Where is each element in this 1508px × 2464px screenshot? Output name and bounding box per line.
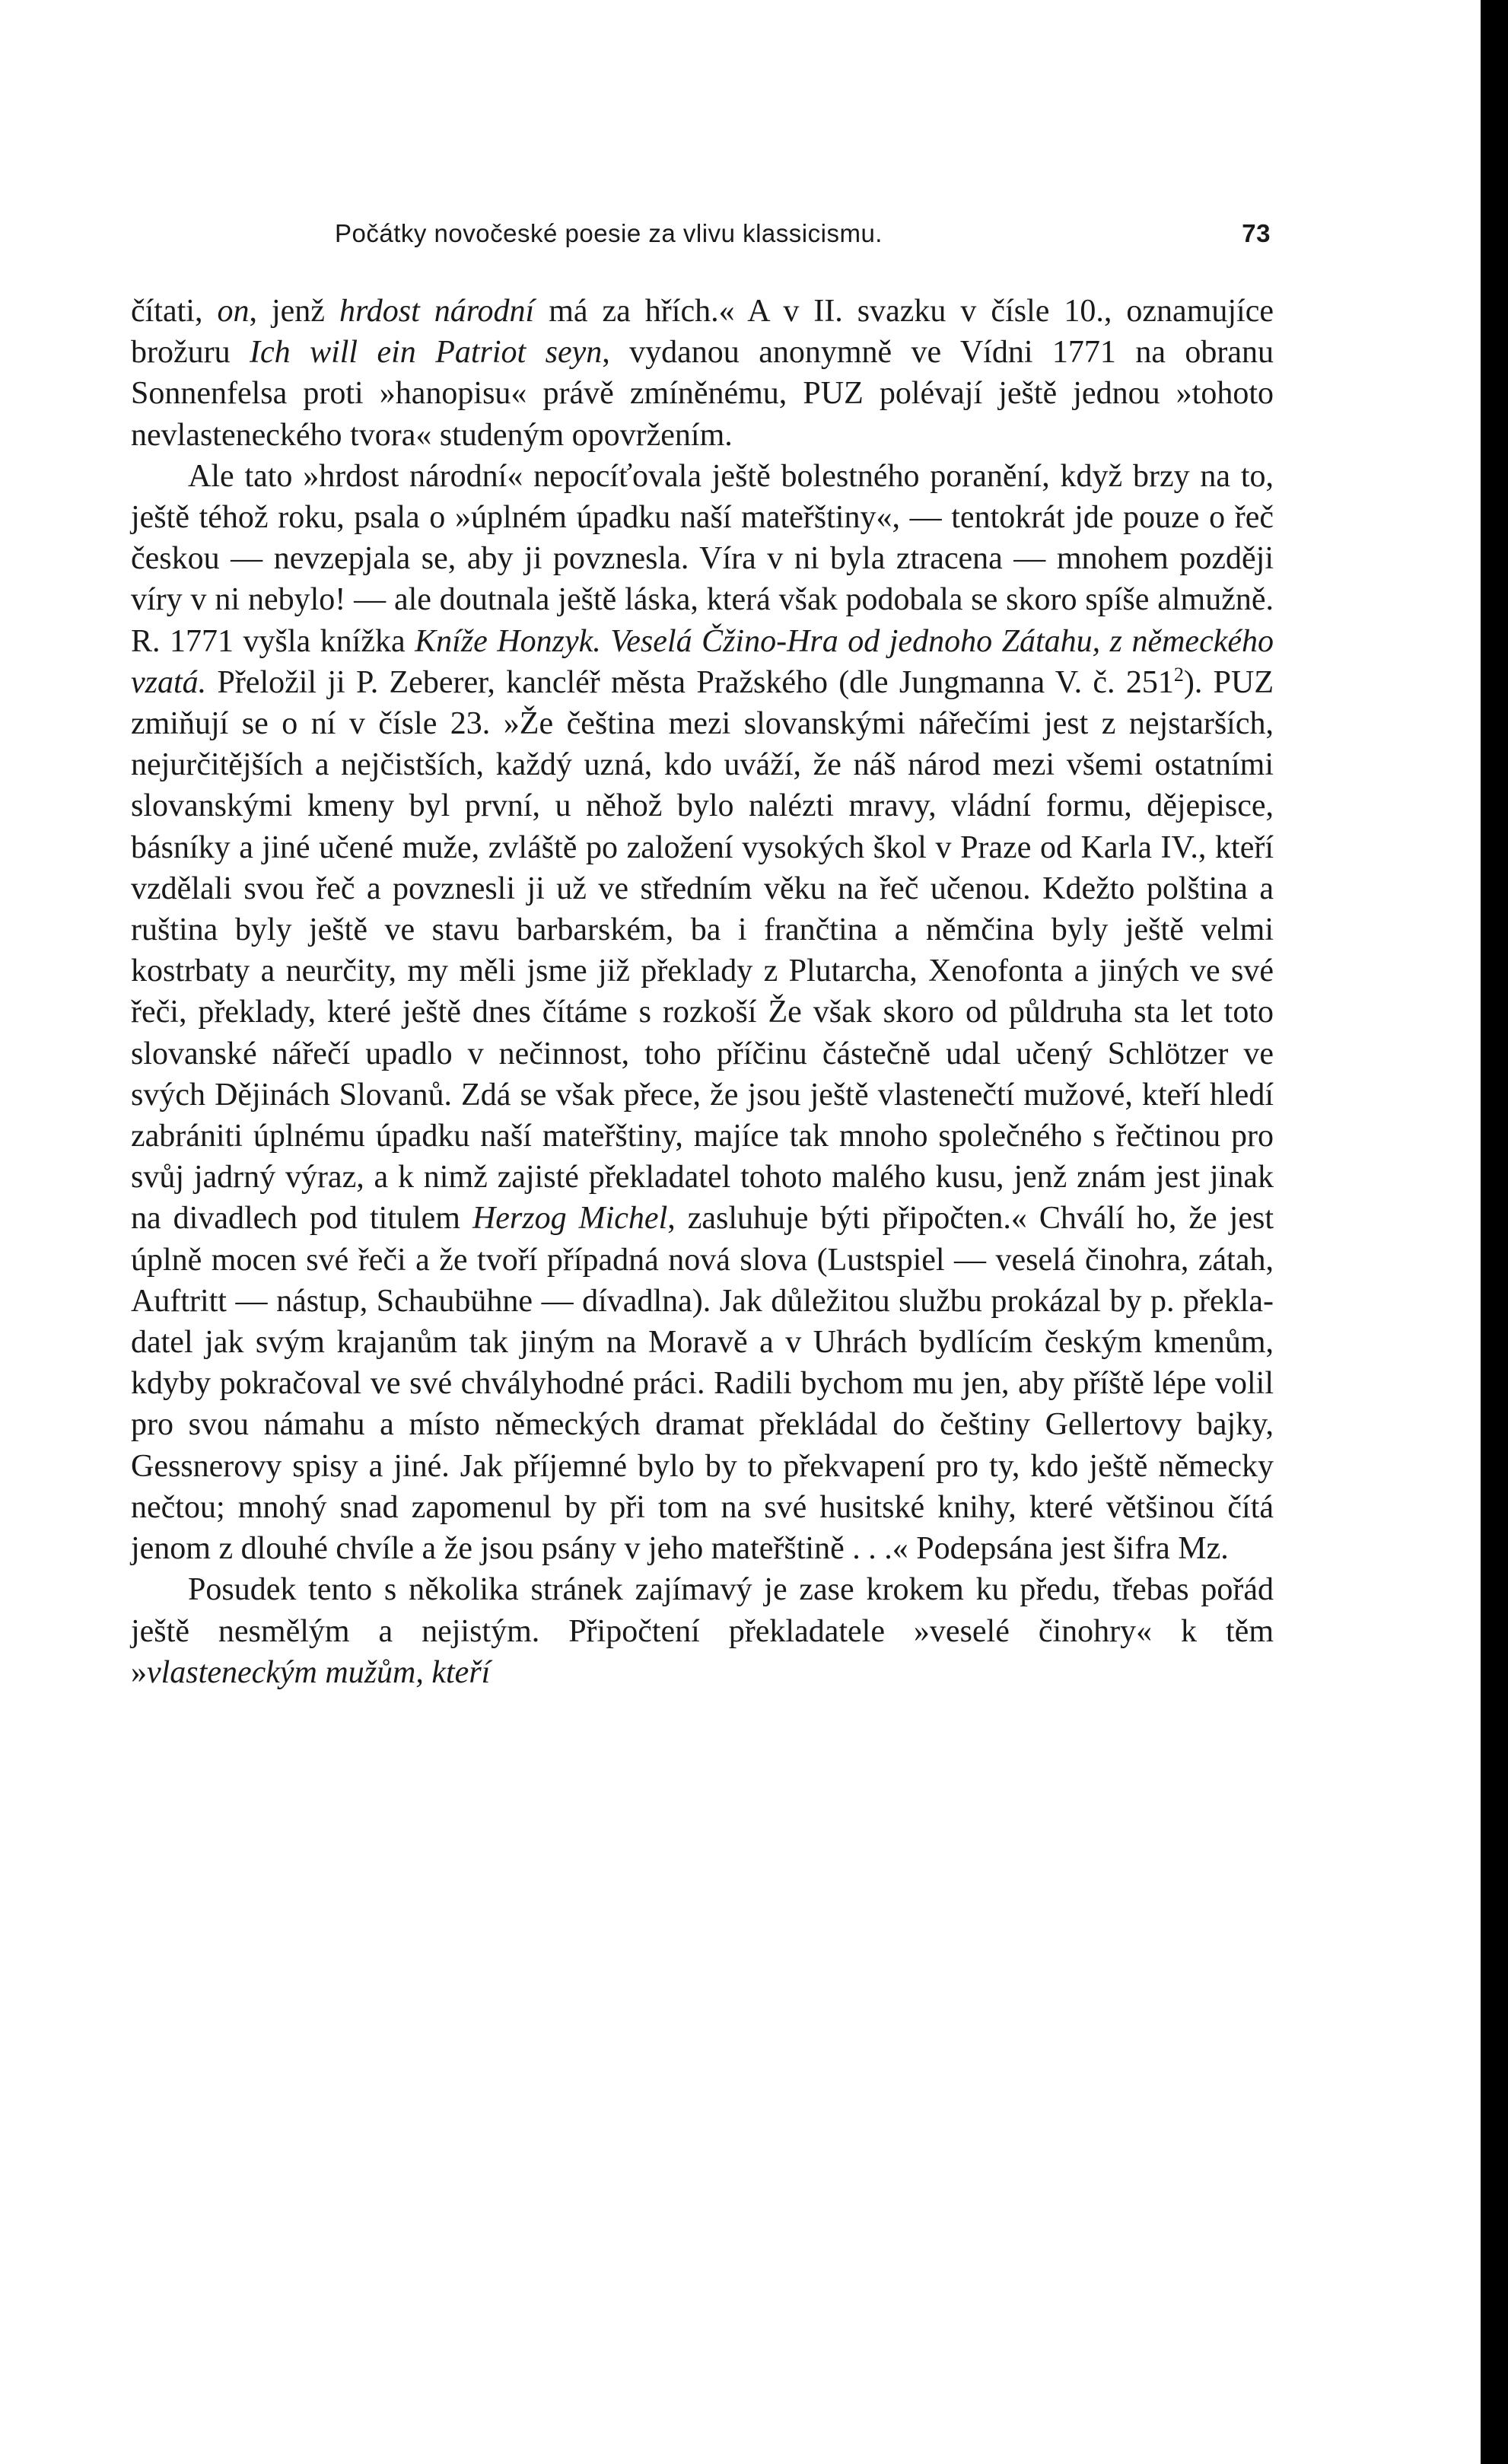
text-run: Posudek tento s několika stránek zajímavý je zase krokem ku předu, třebas pořád ještě nesmělým a nejistým. Připočtení překladatele »veselé činohry« k těm » [131,1572,1274,1690]
text-run: , zasluhuje býti připočten.« Chválí ho, že jest úplně mocen své řeči a že tvoří případná nová slova (Lustspiel — veselá činohra, zátah, Auftritt — nástup, Schaubühne — dívadlna). Jak důležitou službu prokázal by p. překladatel jak svým krajanům tak jiným na Moravě a v Uhrách bydlícím českým kmenům, kdyby pokračoval ve své chvályhodné práci. Radili bychom mu jen, aby příště lépe volil pro svou námahu a místo německých dramat překládal do češtiny Gellertovy bajky, Gessnerovy spisy a jiné. Jak příjemné bylo by to překvapení pro ty, kdo ještě německy nečtou; mnohý snad zapomenul by při tom na své husitské knihy, které většinou čítá jenom z dlouhé chvíle a že jsou psány v jeho mateřštině . . .« Podepsána jest šifra Mz. [131,1201,1274,1567]
italic-text: Herzog Michel [472,1201,668,1237]
text-run: čítati, [131,294,218,329]
italic-text: hrdost národní [339,294,535,329]
text-run: ). PUZ zmiňují se o ní v čísle 23. »Že čeština mezi slovanskými nářečími jest z nejstarších, nejurčitějších a nejčistších, každý uzná, kdo uváží, že náš národ mezi všemi ostatními slovanskými kmeny byl první, u něhož bylo nalézti mravy, vládní formu, dějepisce, básníky a jiné učené muže, zvláště po založení vysokých škol v Praze od Karla IV., kteří vzdělali svou řeč a povznesli ji už ve středním věku na řeč učenou. Kdežto polština a ruština byly ještě ve stavu barbarském, ba i frančtina a němčina byly ještě velmi kostrbaty a neurčity, my měli jsme již překlady z Plutarcha, Xenofonta a jiných ve své řeči, překlady, které ještě dnes čítáme s rozkoší Že však skoro od půldruha sta let toto slovanské nářečí upadlo v nečinnost, toho příčinu částečně udal učený Schlötzer ve svých Dějinách Slovanů. Zdá se však přece, že jsou ještě vlastenečtí mužové, kteří hledí zabrániti úplnému úpadku naší mateřštiny, majíce tak mnoho společného s řečtinou pro svůj jadrný výraz, a k nimž zajisté překladatel tohoto malého kusu, jenž znám jest jinak na divadlech pod titulem [131,664,1274,1237]
paragraph [131,1569,1274,1693]
paragraph [131,456,1274,1569]
italic-text: Kníže Honzyk. Veselá Čžino-Hra od jednoho Zátahu, z německého vzatá. [131,623,1274,700]
page-number: 73 [1242,219,1271,247]
running-title: Počátky novočeské poesie za vlivu klassicismu. [335,219,883,247]
text-run: Ale tato »hrdost národní« nepocíťovala ještě bolestného poranění, když brzy na to, ještě téhož roku, psala o »úplném úpadku naší mateřštiny«, — tentokrát jde pouze o řeč českou — nevzepjala se, aby ji povznesla. Víra v ni byla ztracena — mnohem později víry v ni nebylo! — ale doutnala ještě láska, která však podobala se skoro spíše almužně. R. 1771 vyšla knížka [131,458,1274,659]
text-run: , jenž [249,294,339,329]
italic-text: on [217,294,250,329]
text-run: má za hřích.« A v II. svazku v čísle 10., oznamujíce brožuru [131,294,1274,371]
body-text [131,291,1274,1693]
footnote-ref: 2 [1173,663,1184,686]
text-run: Přeložil ji P. Zeberer, kancléř města Pražského (dle Jungmanna V. č. 251 [206,664,1174,700]
italic-text: Ich will ein Patriot seyn [250,335,603,371]
italic-text: vlasteneckým mužům, kteří [147,1654,491,1690]
text-run: , vydanou anonymně ve Vídni 1771 na obranu Sonnenfelsa proti »hanopisu« právě zmíněnému, PUZ polévají ještě jednou »tohoto nevlasteneckého tvora« studeným opovržením. [131,335,1274,453]
page-header [335,219,1271,265]
paragraph [131,291,1274,456]
